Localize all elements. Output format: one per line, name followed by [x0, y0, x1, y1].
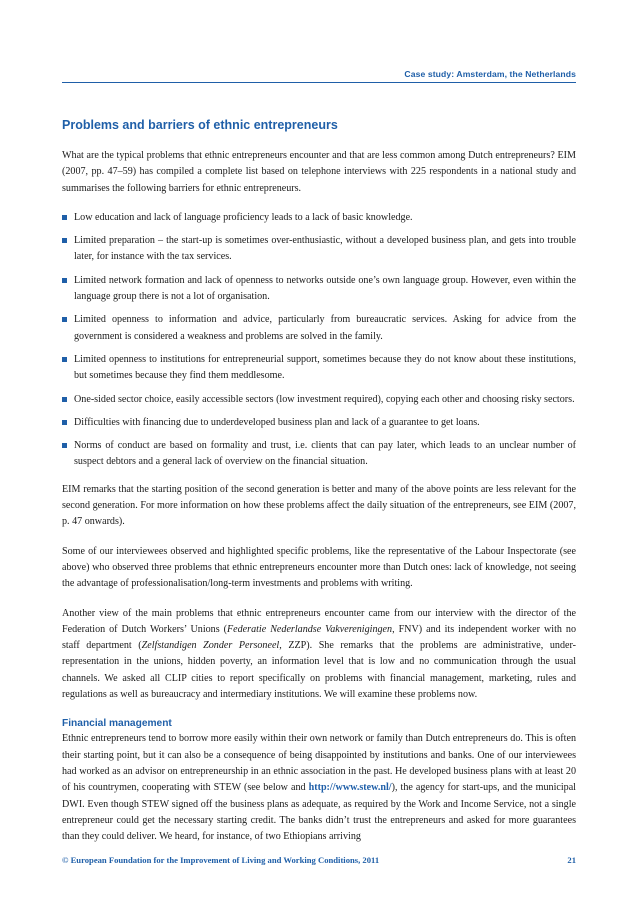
- financial-text-1: Ethnic entrepreneurs tend to borrow more easily within their own network or family than Dutch entrepreneurs do. This is often their starting point, but it can also be a consequence of being disappointed by institutions and banks. One of our interviewees had worked as an advisor on entrepreneurship in an ethnic association in the past. He developed business plans with at least 20 of his countrymen, cooperating with STEW (see below and: [62, 733, 576, 794]
- page-number: 21: [567, 855, 576, 865]
- square-bullet-icon: [62, 397, 67, 402]
- zzp-italic-name: Zelfstandigen Zonder Personeel: [141, 640, 280, 652]
- stew-link[interactable]: http://www.stew.nl/: [308, 782, 392, 794]
- fnv-paragraph: [62, 606, 576, 704]
- square-bullet-icon: [62, 420, 67, 425]
- document-body: [62, 116, 576, 858]
- list-item-text: Norms of conduct are based on formality and trust, i.e. clients that can pay later, which leads to an unclear number of suspect debtors and a general lack of overview on the financial situation.: [74, 440, 576, 468]
- footer-copyright: © European Foundation for the Improvement of Living and Working Conditions, 2011: [62, 855, 380, 865]
- square-bullet-icon: [62, 317, 67, 322]
- square-bullet-icon: [62, 357, 67, 362]
- subsection-heading: Financial management: [62, 718, 172, 730]
- fnv-text-2: , FNV) and its independent worker with no staff department (: [62, 623, 576, 652]
- list-item: [62, 352, 576, 385]
- square-bullet-icon: [62, 443, 67, 448]
- square-bullet-icon: [62, 278, 67, 283]
- financial-paragraph: [62, 731, 576, 845]
- list-item: [62, 438, 576, 471]
- list-item-text: Limited openness to information and advice, particularly from bureaucratic services. Asking for advice from the government is considered a weakness and problems are solved in the family.: [74, 314, 576, 342]
- eim-paragraph: EIM remarks that the starting position of the second generation is better and many of the above points are less relevant for the second generation. For more information on how these problems affect the daily situation of the entrepreneurs, see EIM (2007, p. 47 onwards).: [62, 483, 576, 528]
- list-item: [62, 312, 576, 345]
- fnv-text-3: , ZZP). She remarks that the problems are administrative, under-representation in the unions, hidden poverty, an information level that is low and no communication through the usual channels. We asked all CLIP cities to report specifically on problems with financial management, marketing, rules and regulations as well as bureaucracy and intermediary institutions. We will examine these problems now.: [62, 640, 576, 701]
- intro-paragraph: What are the typical problems that ethnic entrepreneurs encounter and that are less common among Dutch entrepreneurs? EIM (2007, pp. 47–59) has compiled a complete list based on telephone interviews with 225 respondents in a national study and summarises the following barriers for ethnic entrepreneurs.: [62, 150, 576, 194]
- list-item-text: Limited openness to institutions for entrepreneurial support, sometimes because they do not know about these institutions, but sometimes because they find them meddlesome.: [74, 353, 576, 382]
- square-bullet-icon: [62, 238, 67, 243]
- list-item: [62, 233, 576, 266]
- list-item-text: Limited network formation and lack of openness to networks outside one’s own language group. However, even within the language group there is not a lot of organisation.: [74, 274, 576, 303]
- barriers-list: [62, 210, 576, 471]
- section-heading: Problems and barriers of ethnic entrepreneurs: [62, 118, 338, 132]
- list-item-text: One-sided sector choice, easily accessible sectors (low investment required), copying each other and choosing risky sectors.: [74, 393, 575, 405]
- list-item: [62, 392, 576, 408]
- list-item-text: Difficulties with financing due to underdeveloped business plan and lack of a guarantee to get loans.: [74, 416, 480, 428]
- list-item: [62, 210, 576, 226]
- list-item-text: Limited preparation – the start-up is sometimes over-enthusiastic, without a developed business plan, and gets into trouble later, for instance with the tax services.: [74, 235, 576, 263]
- financial-text-2: ), the agency for start-ups, and the municipal DWI. Even though STEW signed off the business plans as adequate, as required by the Work and Income Service, not a single entrepreneur could get the necessary starting credit. The banks didn’t trust the entrepreneurs and asked for more guarantees than they could deliver. We heard, for instance, of two Ethiopians arriving: [62, 782, 576, 843]
- list-item-text: Low education and lack of language proficiency leads to a lack of basic knowledge.: [74, 211, 413, 223]
- running-header-title: Case study: Amsterdam, the Netherlands: [404, 69, 576, 79]
- list-item: [62, 415, 576, 431]
- page-footer: [62, 855, 576, 869]
- interviewees-paragraph: Some of our interviewees observed and highlighted specific problems, like the representative of the Labour Inspectorate (see above) who observed three problems that ethnic entrepreneurs encounter more than Dutch ones: lack of knowledge, not seeing the advantage of professionalisation/long-term investments and problems with writing.: [62, 545, 576, 590]
- fnv-italic-name: Federatie Nederlandse Vakverenigingen: [226, 623, 393, 635]
- list-item: [62, 273, 576, 306]
- running-header: [62, 68, 576, 83]
- fnv-text-1: Another view of the main problems that ethnic entrepreneurs encounter came from our interview with the director of the Federation of Dutch Workers’ Unions (: [62, 607, 576, 635]
- square-bullet-icon: [62, 215, 67, 220]
